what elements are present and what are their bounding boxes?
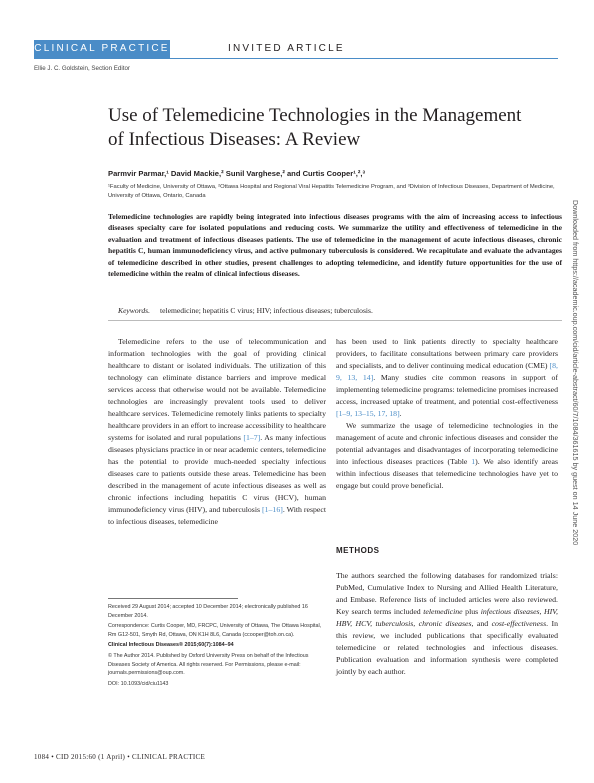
download-watermark-text: Downloaded from https://academic.oup.com/cid/article-abstract/60/7/1084/361615 by guest on 14 June 2020: [571, 200, 580, 546]
footnote-rule: [108, 598, 238, 599]
citation-link[interactable]: [1–9, 13–15, 17, 18]: [336, 409, 400, 418]
text-run: and: [473, 619, 492, 628]
keywords-label: Keywords.: [118, 306, 150, 315]
keywords: [118, 306, 373, 315]
text-run: has been used to link patients directly to specialty healthcare providers, to facilitate consultations between primary care providers and specialists, and to deliver continuing medical education (CME): [336, 337, 558, 370]
summary-paragraph: [336, 420, 558, 492]
text-run: The authors searched the following databases for randomized trials: PubMed, Cumulative Index to Nursing and Allied Health Literature, and Embase. Reference lists of included articles were also reviewed. Key search terms included: [336, 571, 558, 616]
download-watermark: [570, 200, 582, 610]
intro-paragraph: [108, 336, 326, 528]
journal-citation: Clinical Infectious Diseases® 2015;60(7):1084–94: [108, 642, 234, 649]
text-run: We summarize the usage of telemedicine technologies in the management of acute and chronic infectious diseases and consider the potential advantages and disadvantages of incorporating telemedicine into infectious diseases practices (Table: [336, 421, 558, 466]
header-rule: [34, 58, 558, 59]
text-run: . As many infectious diseases physicians practice in or near academic centers, telemedicine has the potential to provide much-needed specialty infectious diseases care to patients outside these areas. Telemedicine has been described in the management of acute infectious diseases as well as chronic infections including hepatitis C virus (HCV), human immunodeficiency virus (HIV), and tuberculosis: [108, 433, 327, 514]
section-banner: CLINICAL PRACTICE: [34, 40, 170, 58]
text-run: infectious diseases, HIV, HBV, HCV, tuberculosis, chronic diseases,: [336, 607, 558, 628]
text-run: plus: [462, 607, 481, 616]
citation-link[interactable]: [1–7]: [243, 433, 261, 442]
text-run: . In this review, we included publications that specifically evaluated telemedicine or related technologies and infectious diseases. Publication evaluation and information synthesis were completed jointly by each author.: [336, 619, 558, 676]
methods-heading: METHODS: [336, 546, 380, 555]
text-run: Telemedicine refers to the use of telecommunication and information technologies with the goal of providing clinical healthcare to distant or isolated individuals. The utilization of this technology can eliminate distance barriers and improve medical services access that otherwise would not be available. Telemedicine technologies are increasingly prevalent tools used to deliver healthcare services. Telemedicine remotely links patients to specialty healthcare providers in an effort to increase accessibility to healthcare systems for isolated and rural populations: [108, 337, 326, 442]
intro-paragraph-cont: [336, 336, 558, 420]
abstract-divider: [108, 320, 562, 321]
table-link[interactable]: 1: [471, 457, 476, 466]
text-run: .: [399, 409, 402, 418]
article-type: INVITED ARTICLE: [228, 43, 345, 54]
citation-link[interactable]: [1–16]: [262, 505, 283, 514]
affiliations: ¹Faculty of Medicine, University of Ottawa, ²Ottawa Hospital and Regional Viral Hepatitis Telemedicine Program, and ³Division of Infectious Diseases, Department of Medicine, University of Ottawa, Ontario, Canada: [108, 184, 555, 199]
article-title: Use of Telemedicine Technologies in the Management of Infectious Diseases: A Review: [108, 105, 522, 150]
text-run: ). We also identify areas within infectious diseases that telemedicine technologies have yet to engage but could prove beneficial.: [336, 457, 558, 490]
keywords-text: telemedicine; hepatitis C virus; HIV; infectious diseases; tuberculosis.: [160, 306, 373, 315]
methods-paragraph: [336, 570, 558, 678]
footnote-block: [108, 603, 326, 690]
text-run: . With respect to infectious diseases, telemedicine: [108, 505, 327, 526]
body-column-left: [108, 336, 326, 528]
doi[interactable]: DOI: 10.1093/cid/ciu1143: [108, 680, 169, 687]
abstract: Telemedicine technologies are rapidly being integrated into infectious diseases programs with the aim of increasing access to infectious diseases specialty care for isolated populations and reducing costs. We summarize the utility and effectiveness of telemedicine in the evaluation and treatment of infectious diseases patients. The use of telemedicine in the management of acute infectious diseases, chronic hepatitis C, human immunodeficiency virus, and active pulmonary tuberculosis is considered. We recapitulate and evaluate the advantages of telemedicine described in other studies, present challenges to adopting telemedicine, and identify future opportunities for the use of telemedicine within the realm of clinical infectious diseases.: [108, 212, 562, 279]
text-run: . Many studies cite common reasons in support of implementing telemedicine programs: telemedicine promises increased access, increased uptake of treatment, and potential cost-effectiveness: [336, 373, 559, 406]
text-run: cost-effectiveness: [491, 619, 547, 628]
citation-link[interactable]: [8, 9, 13, 14]: [336, 361, 558, 382]
text-run: telemedicine: [423, 607, 463, 616]
received-dates: Received 29 August 2014; accepted 10 December 2014; electronically published 16 December 2014.: [108, 604, 308, 619]
body-column-right: [336, 336, 558, 492]
author-list: Parmvir Parmar,¹ David Mackie,² Sunil Varghese,² and Curtis Cooper¹,²,³: [108, 169, 365, 178]
correspondence: Correspondence: Curtis Cooper, MD, FRCPC, University of Ottawa, The Ottawa Hospital, Rm G12-501, Smyth Rd, Ottawa, ON K1H 8L6, Canada (ccooper@toh.on.ca).: [108, 623, 322, 638]
page-footer: 1084 • CID 2015:60 (1 April) • CLINICAL PRACTICE: [34, 753, 206, 761]
copyright: © The Author 2014. Published by Oxford University Press on behalf of the Infectious Diseases Society of America. All rights reserved. For Permissions, please e-mail: journals.permissions@oup.com.: [108, 652, 309, 677]
section-editor: Ellie J. C. Goldstein, Section Editor: [34, 65, 130, 72]
